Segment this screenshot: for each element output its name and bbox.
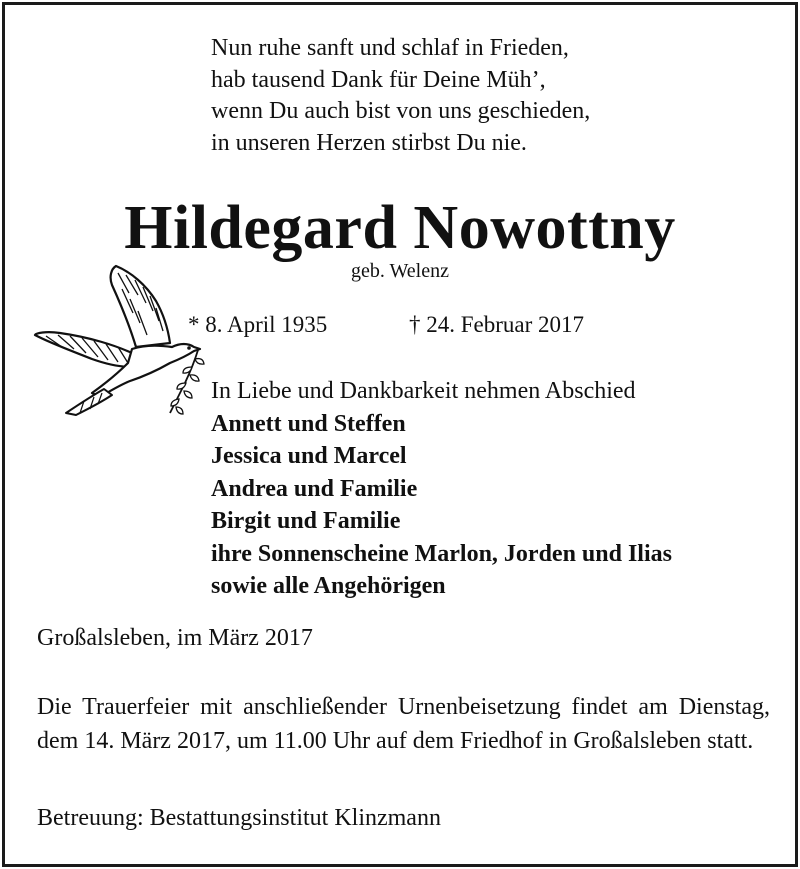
mourners-list: [211, 375, 672, 603]
funeral-notice: Die Trauerfeier mit anschließender Urnenbeisetzung findet am Dienstag, dem 14. März 2017, um 11.00 Uhr auf dem Friedhof in Großalsleben statt.: [37, 694, 770, 754]
poem-line: Nun ruhe sanft und schlaf in Frieden,: [211, 35, 569, 61]
poem-line: wenn Du auch bist von uns geschieden,: [211, 98, 591, 124]
birth-date: * 8. April 1935: [188, 312, 328, 337]
mourners-intro: In Liebe und Dankbarkeit nehmen Abschied: [211, 378, 636, 404]
mourner-name: Jessica und Marcel: [211, 443, 407, 469]
memorial-poem: [211, 33, 590, 159]
dove-with-olive-branch-icon: [32, 263, 207, 418]
poem-line: hab tausend Dank für Deine Müh’,: [211, 66, 546, 93]
place-and-date: Großalsleben, im März 2017: [37, 625, 313, 651]
mourner-name: Birgit und Familie: [211, 508, 401, 534]
mourner-name: Annett und Steffen: [211, 410, 406, 437]
mourner-name: sowie alle Angehörigen: [211, 573, 446, 599]
deceased-name: Hildegard Nowottny: [124, 194, 676, 262]
mourner-name: Andrea und Familie: [211, 475, 418, 502]
mourner-name: ihre Sonnenscheine Marlon, Jorden und Ilias: [211, 540, 672, 567]
death-date: † 24. Februar 2017: [409, 312, 585, 337]
funeral-home-credit: Betreuung: Bestattungsinstitut Klinzmann: [37, 805, 441, 831]
poem-line: in unseren Herzen stirbst Du nie.: [211, 129, 527, 156]
obituary-notice: [2, 2, 798, 867]
maiden-name: geb. Welenz: [351, 260, 449, 282]
